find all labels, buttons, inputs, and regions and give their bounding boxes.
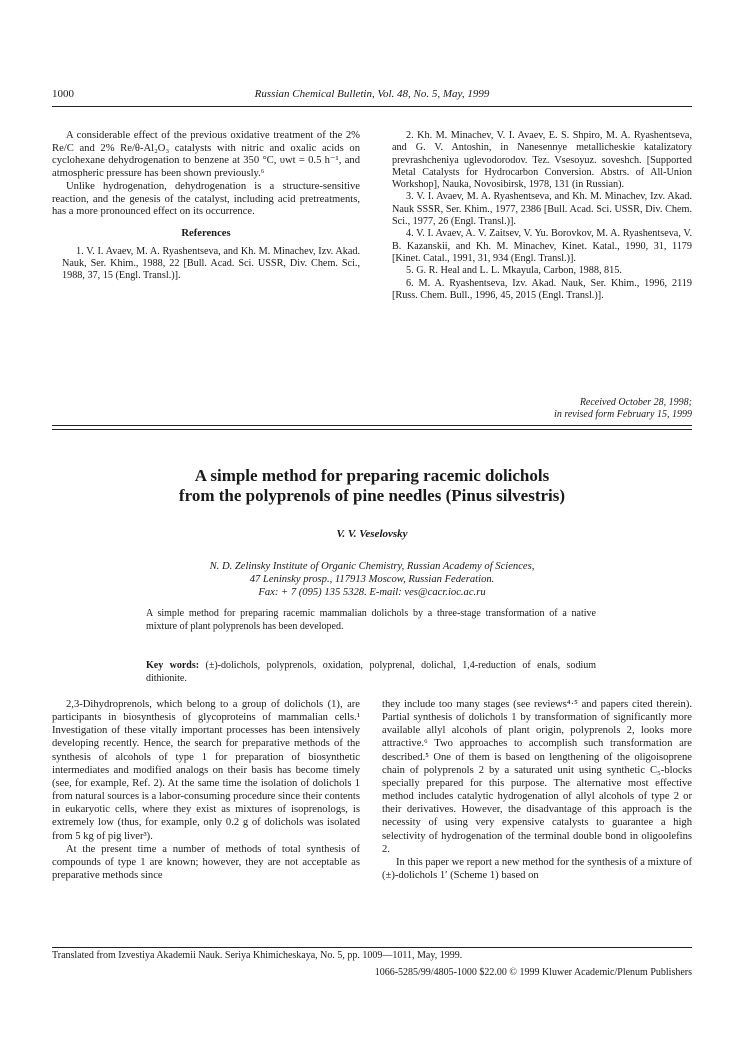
affiliation-line: N. D. Zelinsky Institute of Organic Chemistry, Russian Academy of Sciences, bbox=[209, 561, 535, 572]
header-rule bbox=[52, 106, 692, 107]
references-heading: References bbox=[181, 227, 231, 239]
reference-item: 5. G. R. Heal and L. L. Mkayula, Carbon, 1988, 815. bbox=[406, 265, 622, 277]
prev-article-right-column bbox=[382, 130, 692, 302]
abstract: A simple method for preparing racemic mammalian dolichols by a three-stage transformation of a native mixture of plant polyprenols has been developed. bbox=[146, 608, 596, 632]
prev-paragraph: A considerable effect of the previous oxidative treatment of the 2% Re/C and 2% Re/θ-Al₂O₃ catalysts with nitric and oxalic acids on cyclohexane dehydrogenation to benzene at 350 °C, υwt = 0.5 h⁻¹, and atmospheric pressure has been shown previously.⁶ bbox=[52, 130, 360, 180]
revised-date: in revised form February 15, 1999 bbox=[554, 409, 692, 420]
keywords-label: Key words: bbox=[146, 660, 200, 671]
footer-rule bbox=[52, 947, 692, 948]
received-date: Received October 28, 1998; bbox=[579, 397, 692, 408]
keywords bbox=[146, 660, 596, 685]
prev-paragraph: Unlike hydrogenation, dehydrogenation is a structure-sensitive reaction, and the genesis of the catalyst, including acid pretreatments, has a more pronounced effect on its occurrence. bbox=[52, 180, 360, 218]
body-left-column bbox=[52, 698, 360, 882]
reference-item: 2. Kh. M. Minachev, V. I. Avaev, E. S. Shpiro, M. A. Ryashentseva, and G. V. Antoshin, in Nanesennye metallicheskie katalizatory prevrashcheniya uglevodorodov. Tez. Vsesoyuz. soveshch. [Supported Metal Catalysts for Hydrocarbon Conversion. Abstrs. of All-Union Workshop], Nauka, Novosibirsk, 1978, 131 (in Russian). bbox=[392, 130, 692, 191]
reference-item: 1. V. I. Avaev, M. A. Ryashentseva, and Kh. M. Minachev, Izv. Akad. Nauk, Ser. Khim., 1988, 22 [Bull. Acad. Sci. USSR, Div. Chem. Sci., 1988, 37, 15 (Engl. Transl.)]. bbox=[62, 245, 360, 282]
affiliation bbox=[52, 560, 692, 599]
author-name: V. V. Veselovsky bbox=[336, 528, 408, 540]
body-paragraph: In this paper we report a new method for the synthesis of a mixture of (±)-dolichols 1′ (Scheme 1) based on bbox=[382, 856, 692, 882]
reference-item: 6. M. A. Ryashentseva, Izv. Akad. Nauk, Ser. Khim., 1996, 2119 [Russ. Chem. Bull., 1996, 45, 2015 (Engl. Transl.)]. bbox=[392, 277, 692, 301]
translation-note: Translated from Izvestiya Akademii Nauk. Seriya Khimicheskaya, No. 5, pp. 1009—1011, May, 1999. bbox=[52, 950, 463, 961]
copyright-line: 1066-5285/99/4805-1000 $22.00 © 1999 Kluwer Academic/Plenum Publishers bbox=[374, 967, 692, 978]
affiliation-line: 47 Leninsky prosp., 117913 Moscow, Russian Federation. bbox=[249, 574, 495, 585]
page-number: 1000 bbox=[52, 88, 74, 100]
title-line: A simple method for preparing racemic dolichols bbox=[194, 466, 550, 485]
running-header bbox=[52, 88, 692, 104]
keywords-text: (±)-dolichols, polyprenols, oxidation, polyprenal, dolichal, 1,4-reduction of enals, sodium dithionite. bbox=[146, 660, 596, 684]
reference-item: 3. V. I. Avaev, M. A. Ryashentseva, and Kh. M. Minachev, Izv. Akad. Nauk SSSR, Ser. Khim., 1977, 2386 [Bull. Acad. Sci. USSR, Div. Chem. Sci., 1977, 26 (Engl. Transl.)]. bbox=[392, 191, 692, 228]
body-paragraph: At the present time a number of methods of total synthesis of compounds of type 1 are known; however, they are not acceptable as preparative methods since bbox=[52, 843, 360, 882]
prev-article-left-column bbox=[52, 130, 360, 283]
body-right-column bbox=[382, 698, 692, 882]
received-dates bbox=[554, 397, 692, 421]
affiliation-contact: Fax: + 7 (095) 135 5328. E-mail: ves@cacr.ioc.ac.ru bbox=[258, 587, 486, 598]
journal-citation: Russian Chemical Bulletin, Vol. 48, No. 5, May, 1999 bbox=[254, 88, 490, 100]
article-title bbox=[52, 466, 692, 506]
article-separator bbox=[52, 425, 692, 430]
body-paragraph: 2,3-Dihydroprenols, which belong to a group of dolichols (1), are participants in biosynthesis of glycoproteins of mammalian cells.¹ Investigation of these vitally important processes has been intensively developing recently. Hence, the search for preparative methods of the synthesis of alcohols of type 1 for preparation of biosynthetic intermediates and modified analogs on their basis has become timely (see, for example, Ref. 2). At the same time the isolation of dolichols 1 from natural sources is a labor-consuming procedure since their contents in eukaryotic cells, where they exist as mixtures of isoprenologs, is extremely low (thus, for example, only 0.2 g of dolichols was isolated from 5 kg of pig liver³). bbox=[52, 699, 360, 842]
body-paragraph: they include too many stages (see reviews⁴·⁵ and papers cited therein). Partial synthesis of dolichols 1 by transformation of significantly more available allyl alcohols of plant origin, polyprenols 2, looks more attractive.⁶ Two approaches to accomplish such transformation are described.⁵ One of them is based on lengthening of the oligoisoprene chain of polyprenols 2 by a saturated unit using synthetic C₅-blocks specially prepared for this purpose. The alternative most effective method includes catalytic hydrogenation of allyl alcohols of type 2 or their derivatives. However, the disadvantage of this approach is the necessity of using very expensive catalysts to guarantee a high selectivity of hydrogenation of the terminal double bond in oligoolefins 2. bbox=[382, 699, 692, 855]
title-line: from the polyprenols of pine needles (Pinus silvestris) bbox=[178, 486, 566, 505]
reference-item: 4. V. I. Avaev, A. V. Zaitsev, V. Yu. Borovkov, M. A. Ryashentseva, V. B. Kazanskii, and Kh. M. Minachev, Kinet. Katal., 1990, 31, 1179 [Kinet. Catal., 1991, 31, 934 (Engl. Transl.)]. bbox=[392, 228, 692, 264]
